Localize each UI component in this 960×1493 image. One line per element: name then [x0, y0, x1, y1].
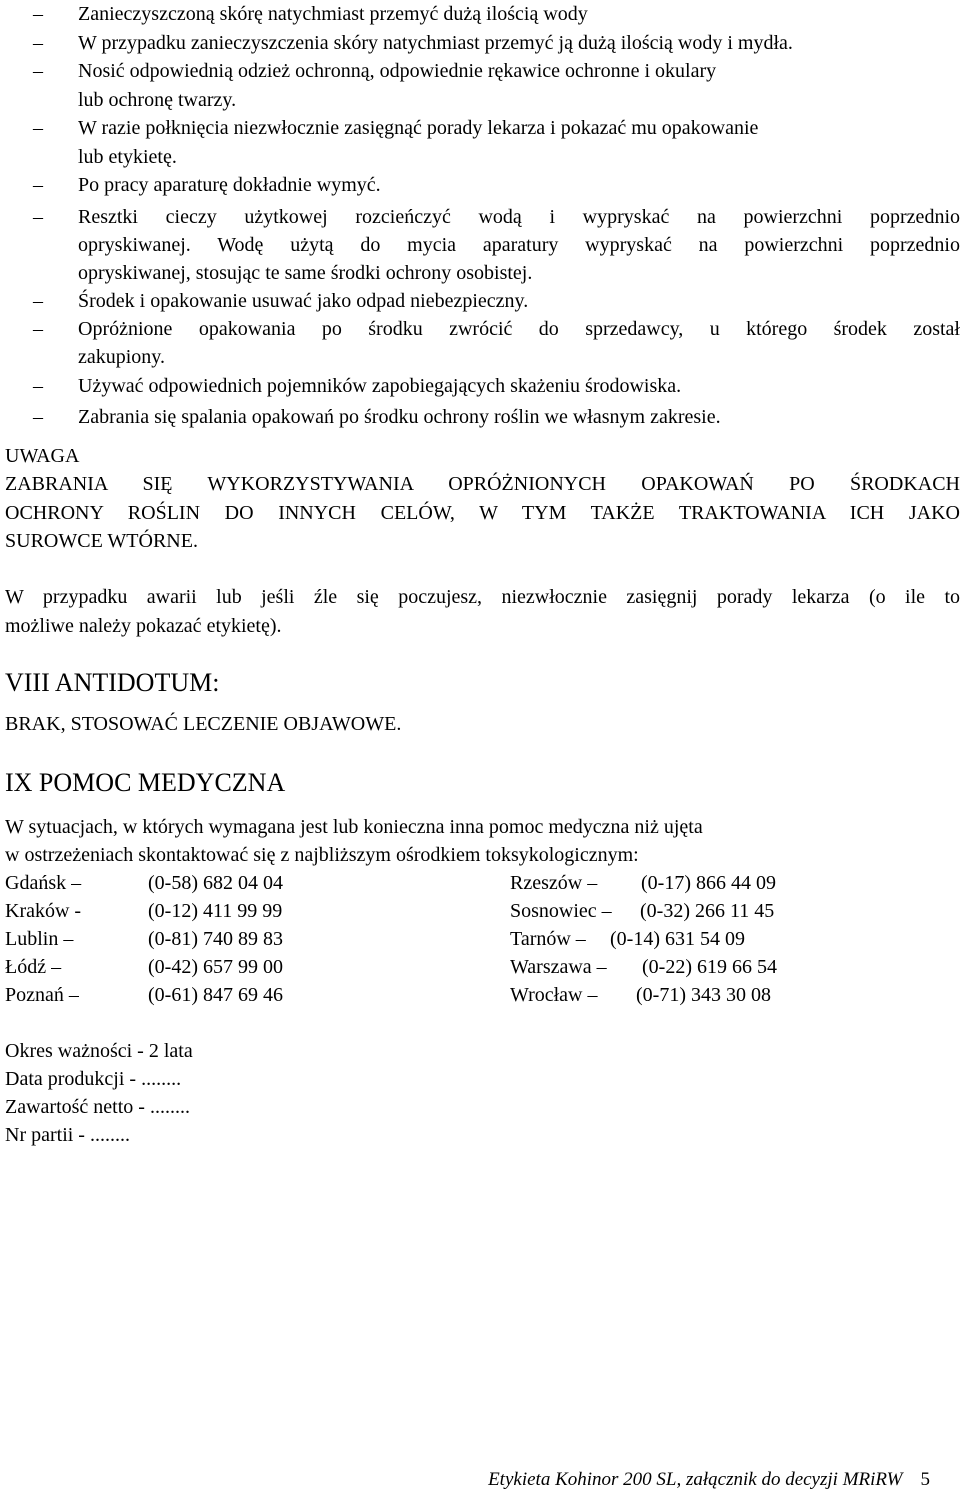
list-item-text: W przypadku zanieczyszczenia skóry natychmiast przemyć ją dużą ilością wody i mydła.	[78, 32, 793, 54]
emergency-paragraph-line: W przypadku awarii lub jeśli źle się poczujesz, niezwłocznie zasięgnij porady lekarza (o ile to	[5, 586, 960, 608]
bullet-dash: –	[33, 117, 43, 139]
list-item-continuation	[0, 143, 960, 171]
center-city: Kraków -	[5, 900, 82, 922]
bullet-dash: –	[33, 32, 43, 54]
center-phone: (0-61) 847 69 46	[148, 984, 283, 1006]
center-city: Wrocław –	[510, 984, 598, 1006]
expiry-info: Okres ważności - 2 lata	[5, 1040, 193, 1062]
bullet-dash: –	[33, 406, 43, 428]
list-item-text: opryskiwanej. Wodę użytą do mycia aparatury wypryskać na powierzchni poprzednio	[78, 234, 960, 256]
warning-text-line: ZABRANIA SIĘ WYKORZYSTYWANIA OPRÓŻNIONYCH OPAKOWAŃ PO ŚRODKACH	[5, 473, 960, 495]
medical-help-line: w ostrzeżeniach skontaktować się z najbliższym ośrodkiem toksykologicznym:	[5, 844, 639, 866]
section-viii-title: VIII ANTIDOTUM:	[5, 668, 220, 697]
list-item-text: W razie połknięcia niezwłocznie zasięgnąć porady lekarza i pokazać mu opakowanie	[78, 117, 759, 139]
warning-heading: UWAGA	[5, 445, 80, 467]
center-phone: (0-71) 343 30 08	[636, 984, 771, 1006]
center-city: Sosnowiec –	[510, 900, 612, 922]
list-item	[0, 0, 960, 28]
list-item-text: Resztki cieczy użytkowej rozcieńczyć wodą i wypryskać na powierzchni poprzednio	[78, 206, 960, 228]
bullet-dash: –	[33, 174, 43, 196]
center-phone: (0-17) 866 44 09	[641, 872, 776, 894]
list-item-text: Używać odpowiednich pojemników zapobiegających skażeniu środowiska.	[78, 375, 682, 397]
bullet-dash: –	[33, 375, 43, 397]
list-item	[0, 372, 960, 400]
list-item	[0, 171, 960, 199]
center-phone: (0-12) 411 99 99	[148, 900, 283, 922]
list-item-text: Zabrania się spalania opakowań po środku ochrony roślin we własnym zakresie.	[78, 406, 721, 428]
list-item	[0, 287, 960, 315]
list-item-text: zakupiony.	[78, 346, 166, 368]
center-phone: (0-81) 740 89 83	[148, 928, 283, 950]
bullet-dash: –	[33, 3, 43, 25]
list-item-continuation	[0, 86, 960, 114]
list-item	[0, 315, 960, 343]
page-footer	[488, 1468, 930, 1492]
bullet-dash: –	[33, 318, 43, 340]
batch-number-info: Nr partii - ........	[5, 1124, 130, 1146]
footer-text: Etykieta Kohinor 200 SL, załącznik do decyzji MRiRW	[488, 1469, 903, 1490]
bullet-dash: –	[33, 206, 43, 228]
list-item	[0, 203, 960, 231]
center-phone: (0-32) 266 11 45	[640, 900, 775, 922]
center-phone: (0-22) 619 66 54	[642, 956, 777, 978]
list-item-text: Zanieczyszczoną skórę natychmiast przemyć dużą ilością wody	[78, 3, 588, 25]
net-content-info: Zawartość netto - ........	[5, 1096, 190, 1118]
list-item-text: Po pracy aparaturę dokładnie wymyć.	[78, 174, 381, 196]
list-item-text: lub etykietę.	[78, 146, 177, 168]
list-item	[0, 57, 960, 85]
list-item-text: opryskiwanej, stosując te same środki ochrony osobistej.	[78, 262, 533, 284]
warning-text-line: OCHRONY ROŚLIN DO INNYCH CELÓW, W TYM TAKŻE TRAKTOWANIA ICH JAKO	[5, 502, 960, 524]
warning-text-line: SUROWCE WTÓRNE.	[5, 530, 198, 552]
list-item	[0, 114, 960, 142]
page-number: 5	[920, 1469, 930, 1490]
center-city: Warszawa –	[510, 956, 607, 978]
center-phone: (0-42) 657 99 00	[148, 956, 283, 978]
center-phone: (0-58) 682 04 04	[148, 872, 283, 894]
list-item-text: Środek i opakowanie usuwać jako odpad niebezpieczny.	[78, 290, 529, 312]
bullet-dash: –	[33, 60, 43, 82]
medical-help-line: W sytuacjach, w których wymagana jest lub konieczna inna pomoc medyczna niż ujęta	[5, 816, 703, 838]
center-city: Tarnów –	[510, 928, 586, 950]
center-city: Poznań –	[5, 984, 79, 1006]
center-city: Lublin –	[5, 928, 74, 950]
list-item-continuation	[0, 343, 960, 371]
list-item	[0, 403, 960, 431]
center-city: Łódź –	[5, 956, 62, 978]
bullet-dash: –	[33, 290, 43, 312]
list-item-continuation	[0, 231, 960, 259]
list-item-text: Nosić odpowiednią odzież ochronną, odpowiednie rękawice ochronne i okulary	[78, 60, 717, 82]
production-date-info: Data produkcji - ........	[5, 1068, 182, 1090]
center-phone: (0-14) 631 54 09	[610, 928, 745, 950]
emergency-paragraph-line: możliwe należy pokazać etykietę).	[5, 615, 282, 637]
section-ix-title: IX POMOC MEDYCZNA	[5, 768, 286, 797]
center-city: Rzeszów –	[510, 872, 598, 894]
list-item-text: lub ochronę twarzy.	[78, 89, 237, 111]
list-item-continuation	[0, 259, 960, 287]
list-item	[0, 29, 960, 57]
center-city: Gdańsk –	[5, 872, 82, 894]
list-item-text: Opróżnione opakowania po środku zwrócić do sprzedawcy, u którego środek został	[78, 318, 960, 340]
antidote-text: BRAK, STOSOWAĆ LECZENIE OBJAWOWE.	[5, 713, 402, 735]
